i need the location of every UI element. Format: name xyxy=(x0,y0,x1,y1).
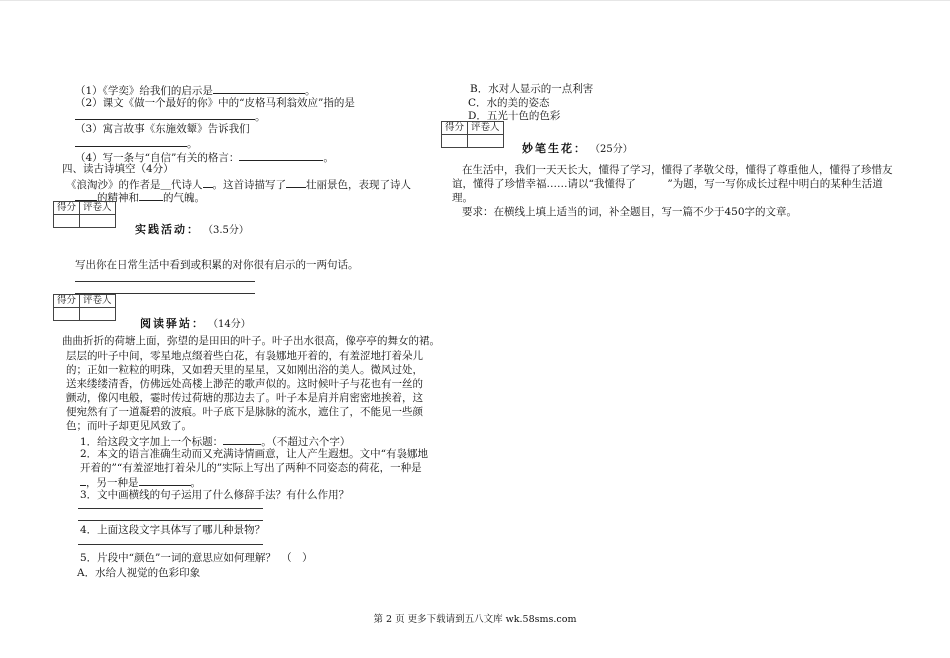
poem-author-text: 《浪淘沙》的作者是＿代诗人 xyxy=(66,179,203,191)
section-4-title: 四、读古诗填空（4分） xyxy=(62,163,174,175)
score-box xyxy=(441,121,504,148)
answer-blank[interactable] xyxy=(139,189,163,201)
score-label: 得分 xyxy=(54,295,80,308)
writing-points: （25分） xyxy=(595,144,633,155)
period: 。 xyxy=(187,138,198,150)
answer-blank[interactable] xyxy=(286,176,306,188)
reading-heading xyxy=(140,317,251,332)
score-label: 得分 xyxy=(442,122,468,135)
practice-question: 写出你在日常生活中看到或积累的对你很有启示的一两句话。 xyxy=(75,259,359,271)
reading-question-3: 3．文中画横线的句子运用了什么修辞手法？有什么作用？ xyxy=(80,489,350,501)
reading-question-2-line-2: 开着的”“有羞涩地打着朵儿的”实际上写出了两种不同姿态的荷花，一种是 xyxy=(80,462,422,474)
answer-line[interactable] xyxy=(78,544,263,545)
reading-question-1-text: 1．给这段文字加上一个标题： xyxy=(80,436,224,448)
passage-line: 的；正如一粒粒的明珠，又如碧天里的星星，又如刚出浴的美人。微风过处， xyxy=(66,364,423,376)
practice-points: （3.5分） xyxy=(208,225,249,236)
option-c[interactable]: C．水的美的姿态 xyxy=(468,97,550,109)
passage-line: 颤动，像闪电般，霎时传过荷塘的那边去了。叶子本是肩并肩密密地挨着，这 xyxy=(66,392,423,404)
reviewer-label: 评卷人 xyxy=(80,295,116,308)
poem-boldness-text: 的气魄。 xyxy=(163,192,205,204)
question-3 xyxy=(75,122,250,136)
answer-blank[interactable] xyxy=(203,176,213,188)
writing-prompt-line: 在生活中，我们一天天长大，懂得了学习，懂得了孝敬父母，懂得了尊重他人，懂得了珍惜友 xyxy=(462,164,893,176)
reading-question-2-text: ，另一种是 xyxy=(86,477,139,489)
writing-title: 妙笔生花： xyxy=(522,142,587,155)
practice-heading xyxy=(135,223,249,238)
period: 。 xyxy=(323,152,334,164)
period: 。 xyxy=(255,111,266,123)
passage-line: 便宛然有了一道凝碧的波痕。叶子底下是脉脉的流水，遮住了，不能见一些颜 xyxy=(66,406,423,418)
answer-line[interactable] xyxy=(78,520,263,521)
score-label: 得分 xyxy=(54,202,80,215)
passage-line: 层层的叶子中间，零星地点缀着些白花，有袅娜地开着的，有羞涩地打着朵儿 xyxy=(66,350,423,362)
reading-title: 阅读驿站： xyxy=(140,317,205,330)
poem-spirit-text: 的精神和 xyxy=(97,192,139,204)
passage-line: 送来缕缕清香，仿佛远处高楼上渺茫的歌声似的。这时候叶子与花也有一丝的 xyxy=(66,378,423,390)
passage-line: 色；而叶子却更见风致了。 xyxy=(66,420,192,432)
score-box xyxy=(53,294,116,321)
reading-question-5: 5．片段中“颜色”一词的意思应如何理解？ （ ） xyxy=(80,552,313,564)
page-footer: 第 2 页 更多下载请到五八文库 wk.58sms.com xyxy=(373,614,577,625)
score-cell[interactable] xyxy=(442,135,468,148)
answer-blank[interactable] xyxy=(75,135,187,147)
poem-desc-text: 。这首诗描写了 xyxy=(212,179,286,191)
reading-question-4: 4．上面这段文字具体写了哪儿种景物？ xyxy=(80,524,266,536)
option-d[interactable]: D．五光十色的色彩 xyxy=(468,110,561,122)
answer-blank[interactable] xyxy=(75,108,255,120)
score-cell[interactable] xyxy=(54,308,80,321)
reading-points: （14分） xyxy=(213,319,251,330)
writing-requirement: 要求：在横线上填上适当的词，补全题目，写一篇不少于450字的文章。 xyxy=(462,206,798,218)
answer-blank[interactable] xyxy=(223,433,261,445)
poem-scene-text: 壮丽景色，表现了诗人 xyxy=(306,179,411,191)
writing-prompt-line: 谊，懂得了珍惜幸福……请以“我懂得了 ”为题，写一写你成长过程中明白的某种生活道 xyxy=(452,178,883,190)
question-3-text: （3）寓言故事《东施效颦》告诉我们 xyxy=(75,123,250,135)
reviewer-cell[interactable] xyxy=(80,308,116,321)
question-4-text: （4）写一条与“自信”有关的格言： xyxy=(75,152,240,164)
reviewer-cell[interactable] xyxy=(468,135,504,148)
practice-title: 实践活动： xyxy=(135,223,200,236)
answer-blank[interactable] xyxy=(139,474,191,486)
reading-question-2-line-1: 2．本文的语言准确生动而又充满诗情画意，让人产生遐想。文中“有袅娜地 xyxy=(80,448,429,460)
answer-blank[interactable] xyxy=(75,189,97,201)
writing-heading xyxy=(522,142,633,157)
answer-blank[interactable] xyxy=(239,149,323,161)
score-box xyxy=(53,201,116,228)
answer-line[interactable] xyxy=(75,281,255,282)
period: 。 xyxy=(190,477,201,489)
reading-question-1-note: 。（不超过六个字） xyxy=(261,436,351,448)
answer-line[interactable] xyxy=(78,508,263,509)
answer-blank[interactable] xyxy=(213,82,305,94)
reviewer-label: 评卷人 xyxy=(80,202,116,215)
passage-line: 曲曲折折的荷塘上面，弥望的是田田的叶子。叶子出水很高，像亭亭的舞女的裙。 xyxy=(62,335,440,347)
writing-prompt-line: 理。 xyxy=(452,192,473,204)
score-cell[interactable] xyxy=(54,215,80,228)
question-2-text: （2）课文《做一个最好的你》中的“皮格马利翁效应”指的是 xyxy=(75,97,355,109)
option-b[interactable]: B．水对人显示的一点利害 xyxy=(470,83,594,95)
period: 。 xyxy=(304,85,316,97)
option-a[interactable]: A．水给人视觉的色彩印象 xyxy=(77,567,201,579)
reviewer-cell[interactable] xyxy=(80,215,116,228)
reviewer-label: 评卷人 xyxy=(468,122,504,135)
question-1-text: （1）《学奕》给我们的启示是 xyxy=(75,85,213,97)
